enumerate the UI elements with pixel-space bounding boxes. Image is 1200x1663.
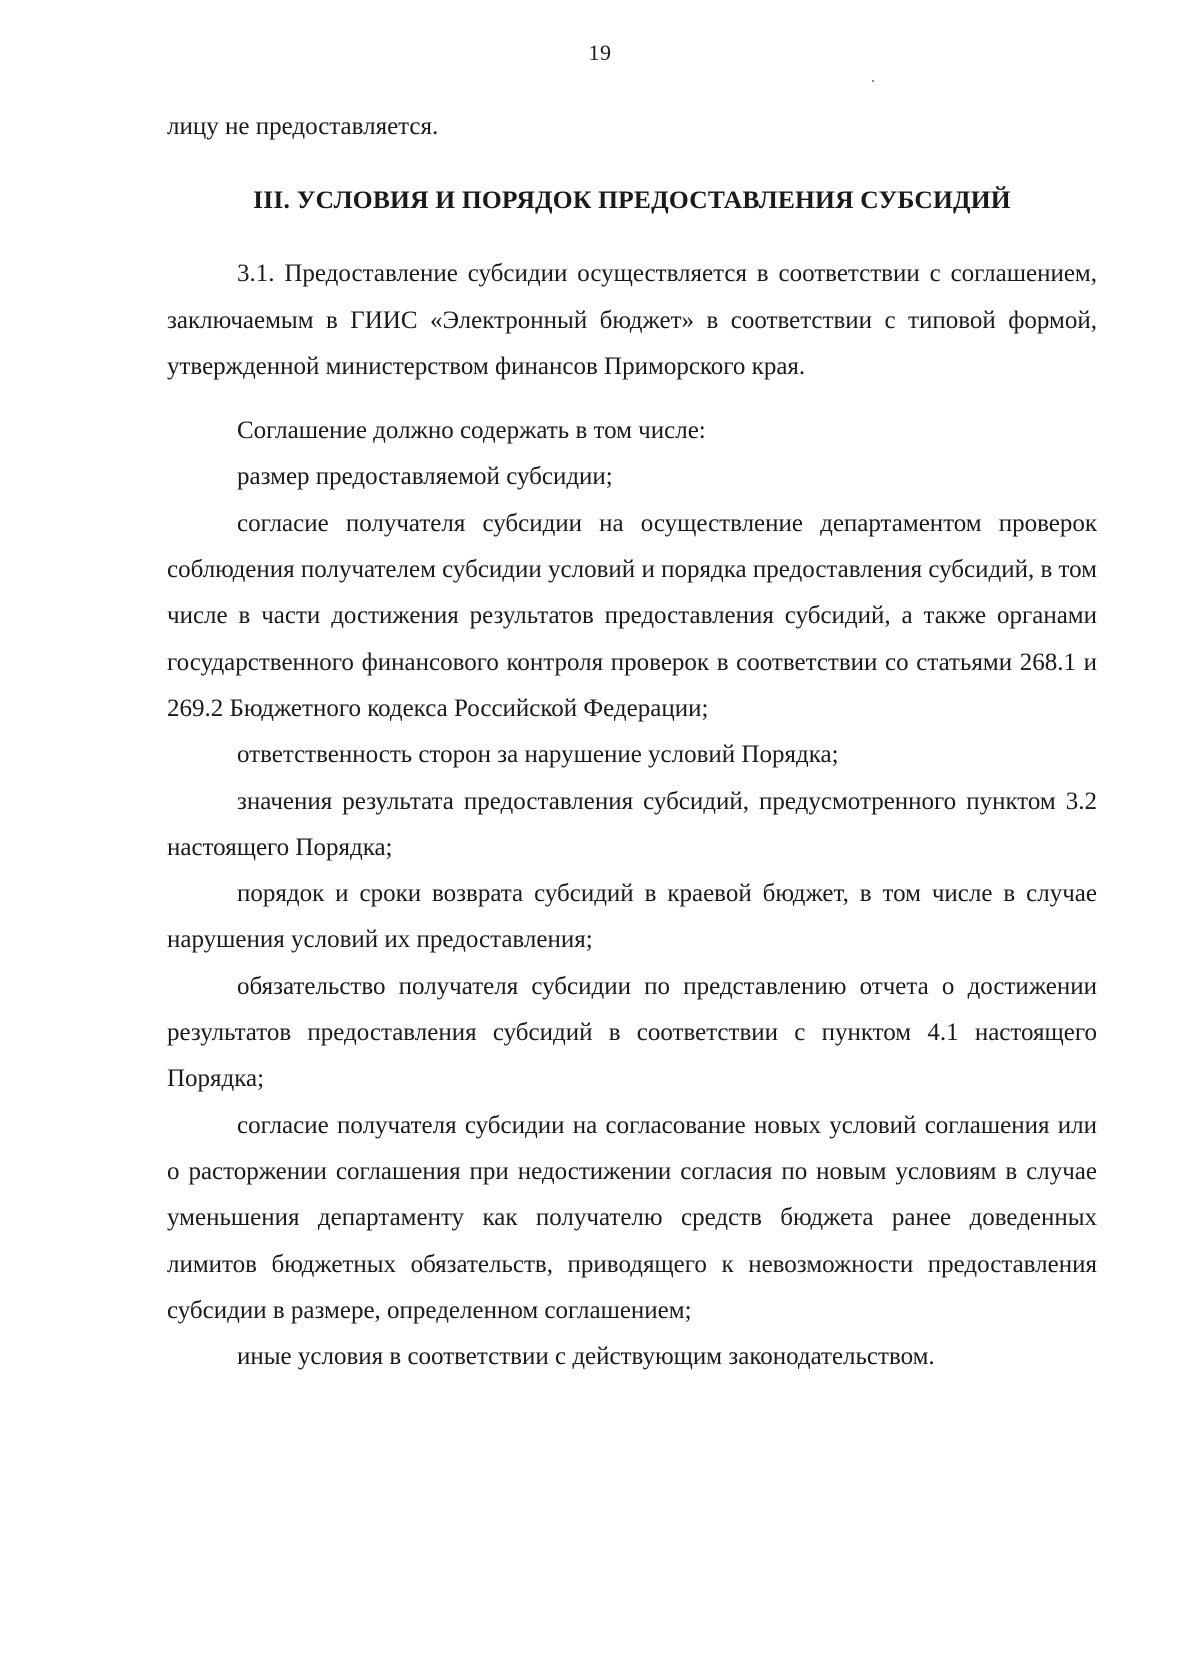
paragraph-agreement-intro: Соглашение должно содержать в том числе: (237, 417, 706, 445)
paragraph-return-procedure: порядок и сроки возврата субсидий в краевой бюджет, в том числе в случае нарушения условий их предоставления; (167, 880, 1097, 954)
paragraph-result-values: значения результата предоставления субсидий, предусмотренного пунктом 3.2 настоящего Порядка; (167, 787, 1097, 861)
document-body (167, 104, 1097, 1380)
paragraph-subsidy-amount: размер предоставляемой субсидии; (237, 463, 613, 491)
paragraph-reporting-obligation: обязательство получателя субсидии по представлению отчета о достижении результатов предоставления субсидий в соответствии с пунктом 4.1 настоящего Порядка; (167, 972, 1097, 1093)
paragraph-3-1: 3.1. Предоставление субсидии осуществляется в соответствии с соглашением, заключаемым в ГИИС «Электронный бюджет» в соответствии с типовой формой, утвержденной министерством финансов Приморского края. (167, 260, 1097, 380)
paragraph-consent-inspections: согласие получателя субсидии на осуществление департаментом проверок соблюдения получателем субсидии условий и порядка предоставления субсидий, в том числе в части достижения результатов предоставления субсидий, а также органами государственного финансового контроля проверок в соответствии со статьями 268.1 и 269.2 Бюджетного кодекса Российской Федерации; (167, 509, 1097, 722)
carryover-text: лицу не предоставляется. (167, 113, 439, 140)
scan-speck (872, 80, 874, 82)
page-number: 19 (588, 40, 612, 65)
section-heading: III. УСЛОВИЯ И ПОРЯДОК ПРЕДОСТАВЛЕНИЯ СУБСИДИЙ (253, 185, 1011, 215)
paragraph-responsibility: ответственность сторон за нарушение условий Порядка; (237, 741, 839, 769)
paragraph-other-terms: иные условия в соответствии с действующим законодательством. (237, 1343, 935, 1371)
paragraph-consent-new-terms: согласие получателя субсидии на согласование новых условий соглашения или о расторжении соглашения при недостижении согласия по новым условиям в случае уменьшения департаменту как получателю средств бюджета ранее доведенных лимитов бюджетных обязательств, приводящего к невозможности предоставления субсидии в размере, определенном соглашением; (167, 1111, 1097, 1324)
